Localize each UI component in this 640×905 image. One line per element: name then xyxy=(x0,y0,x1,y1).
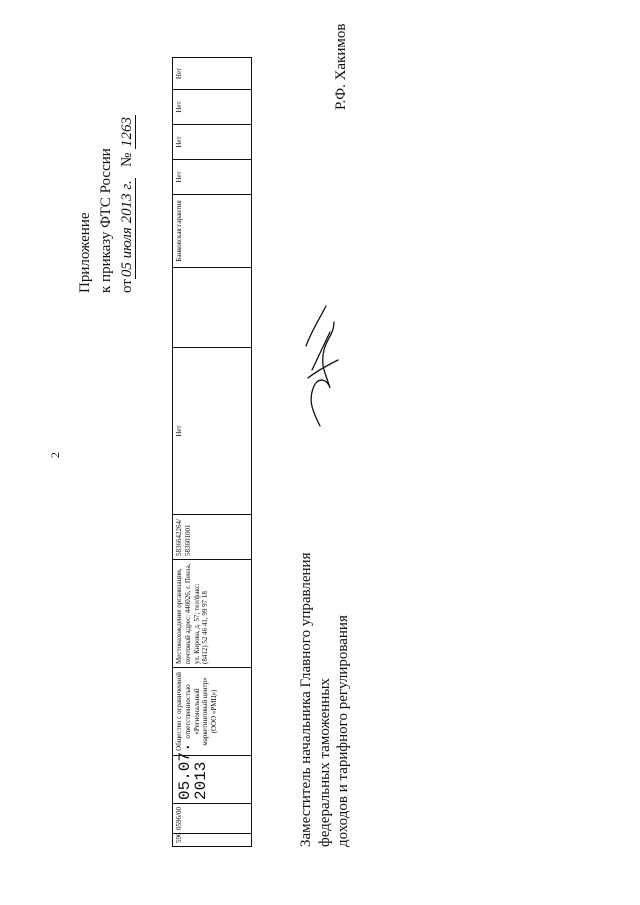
appendix-title: Приложение xyxy=(77,212,93,293)
signer-position-line3: доходов и тарифного регулирования xyxy=(335,615,351,847)
column-11-value: Нет xyxy=(173,125,252,160)
organization-name: Общество с ограниченной ответственностью «Региональный маркетинговый центр» (ООО «РМЦ») xyxy=(173,668,252,756)
handwritten-signature xyxy=(290,300,350,430)
page-number: 2 xyxy=(48,452,62,458)
guarantee-type: Банковская гарантия xyxy=(173,195,252,268)
order-date: 05 июля 2013 г. xyxy=(119,180,135,278)
signer-position-line2: федеральных таможенных xyxy=(317,678,333,847)
organization-address: Местонахождение организации, почтовый адрес: 440026, г. Пенза, ул. Кирова, д. 57; тел/факс: (8412) 52 46 41, 99 97 18 xyxy=(173,560,252,668)
entry-date: 05.07. 2013 xyxy=(173,756,252,804)
column-10-value: Нет xyxy=(173,160,252,195)
table-row xyxy=(173,58,252,847)
column-12-value: Нет xyxy=(173,90,252,125)
registry-code: 0596/00 xyxy=(173,804,252,834)
column-8-value xyxy=(173,268,252,348)
column-13-value: Нет xyxy=(173,58,252,90)
signer-position-line1: Заместитель начальника Главного управления xyxy=(298,552,314,847)
number-prefix: № xyxy=(119,152,135,168)
registry-table xyxy=(172,57,252,847)
order-number: 1263 xyxy=(119,116,135,147)
row-number: 596 xyxy=(173,834,252,847)
inn-kpp: 5836642264/ 583601001 xyxy=(173,515,252,560)
column-7-value: Нет xyxy=(173,348,252,515)
date-prefix: от xyxy=(119,279,135,293)
order-reference: к приказу ФТС России xyxy=(98,148,114,293)
order-date-line xyxy=(120,115,135,293)
signer-name: Р.Ф. Хакимов xyxy=(333,23,349,110)
